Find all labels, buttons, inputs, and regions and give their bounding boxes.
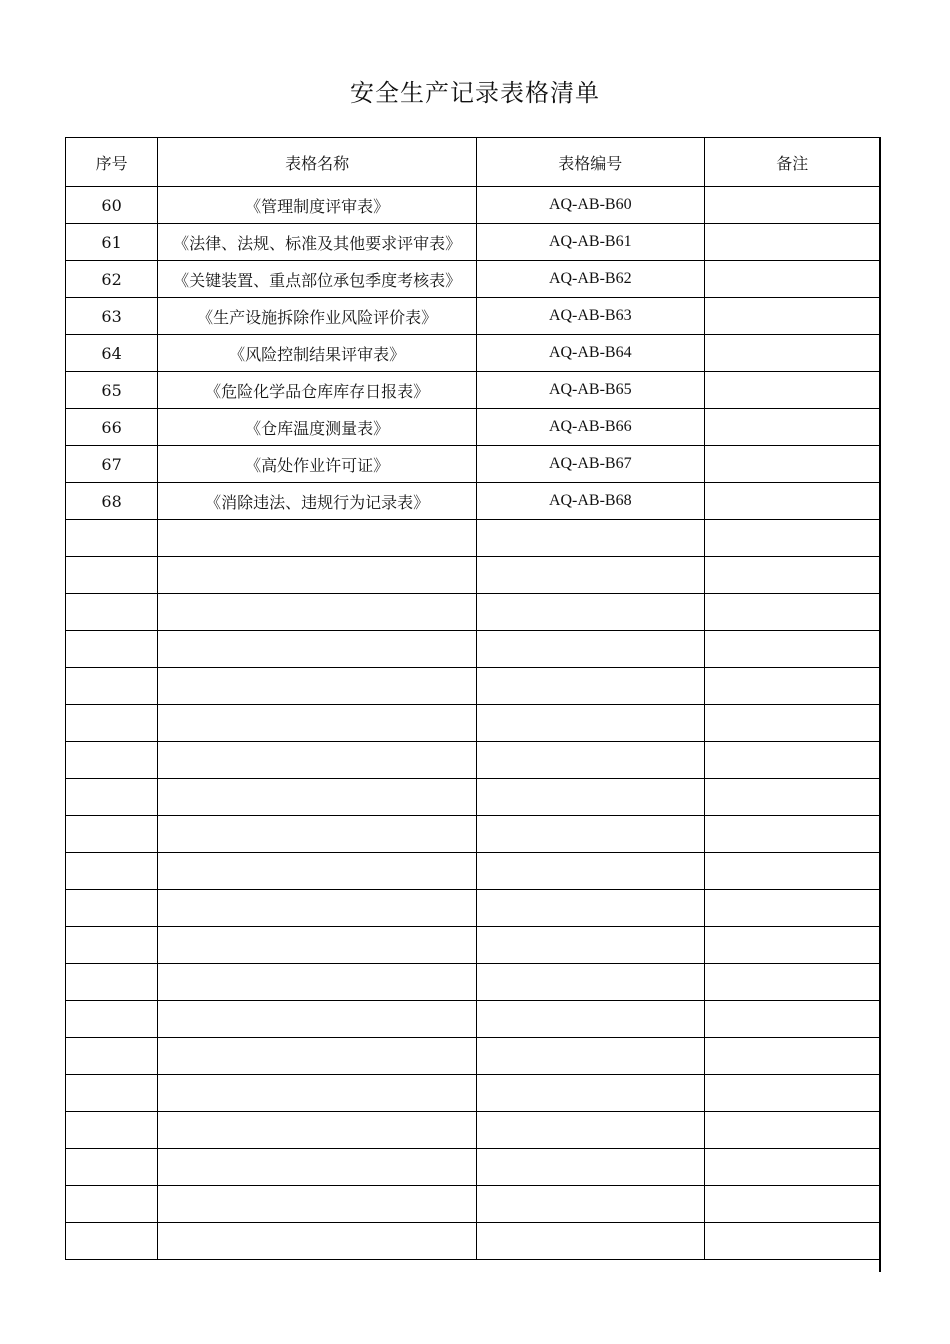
blank-cell <box>477 964 705 1001</box>
row-seq: 68 <box>66 483 158 520</box>
blank-cell <box>704 705 880 742</box>
table-row <box>66 224 881 261</box>
blank-row <box>66 927 881 964</box>
blank-cell <box>477 1075 705 1112</box>
blank-row <box>66 631 881 668</box>
blank-cell <box>704 668 880 705</box>
blank-cell <box>477 1112 705 1149</box>
blank-cell <box>66 890 158 927</box>
blank-cell <box>477 1186 705 1223</box>
blank-row <box>66 520 881 557</box>
row-name: 《风险控制结果评审表》 <box>158 335 477 372</box>
blank-row <box>66 890 881 927</box>
blank-cell <box>704 779 880 816</box>
blank-row <box>66 816 881 853</box>
blank-cell <box>158 1075 477 1112</box>
table-row <box>66 298 881 335</box>
blank-cell <box>66 1038 158 1075</box>
row-code: AQ-AB-B62 <box>477 261 705 298</box>
blank-cell <box>66 1001 158 1038</box>
record-table <box>65 137 881 1260</box>
blank-cell <box>66 668 158 705</box>
row-seq: 61 <box>66 224 158 261</box>
blank-cell <box>704 631 880 668</box>
blank-cell <box>66 964 158 1001</box>
blank-cell <box>158 1149 477 1186</box>
row-name: 《仓库温度测量表》 <box>158 409 477 446</box>
blank-cell <box>66 594 158 631</box>
blank-cell <box>477 557 705 594</box>
blank-cell <box>477 1149 705 1186</box>
table-header-row <box>66 138 881 187</box>
blank-cell <box>66 1075 158 1112</box>
table-row <box>66 483 881 520</box>
blank-cell <box>66 631 158 668</box>
blank-row <box>66 557 881 594</box>
blank-cell <box>477 779 705 816</box>
row-note <box>704 298 880 335</box>
blank-cell <box>477 668 705 705</box>
row-name: 《危险化学品仓库库存日报表》 <box>158 372 477 409</box>
row-name: 《高处作业许可证》 <box>158 446 477 483</box>
blank-cell <box>704 964 880 1001</box>
blank-cell <box>477 1001 705 1038</box>
row-code: AQ-AB-B60 <box>477 187 705 224</box>
blank-rows <box>66 520 881 1260</box>
column-header-code: 表格编号 <box>477 138 705 187</box>
table-row <box>66 335 881 372</box>
row-note <box>704 446 880 483</box>
table-row <box>66 446 881 483</box>
blank-cell <box>158 668 477 705</box>
blank-cell <box>158 1186 477 1223</box>
row-seq: 64 <box>66 335 158 372</box>
column-header-name: 表格名称 <box>158 138 477 187</box>
blank-cell <box>704 1038 880 1075</box>
row-seq: 65 <box>66 372 158 409</box>
blank-cell <box>704 557 880 594</box>
blank-row <box>66 779 881 816</box>
row-name: 《管理制度评审表》 <box>158 187 477 224</box>
blank-cell <box>158 1223 477 1260</box>
row-note <box>704 187 880 224</box>
blank-row <box>66 1149 881 1186</box>
blank-row <box>66 705 881 742</box>
row-code: AQ-AB-B68 <box>477 483 705 520</box>
blank-cell <box>704 520 880 557</box>
row-seq: 60 <box>66 187 158 224</box>
blank-cell <box>704 816 880 853</box>
blank-cell <box>477 705 705 742</box>
blank-cell <box>477 631 705 668</box>
blank-cell <box>158 705 477 742</box>
blank-cell <box>66 1112 158 1149</box>
row-note <box>704 261 880 298</box>
blank-cell <box>704 594 880 631</box>
blank-cell <box>704 890 880 927</box>
blank-row <box>66 594 881 631</box>
row-name: 《消除违法、违规行为记录表》 <box>158 483 477 520</box>
row-code: AQ-AB-B67 <box>477 446 705 483</box>
blank-cell <box>704 1223 880 1260</box>
row-code: AQ-AB-B63 <box>477 298 705 335</box>
row-note <box>704 372 880 409</box>
blank-row <box>66 668 881 705</box>
row-seq: 62 <box>66 261 158 298</box>
blank-cell <box>158 594 477 631</box>
blank-cell <box>66 853 158 890</box>
blank-cell <box>704 1001 880 1038</box>
blank-cell <box>477 742 705 779</box>
blank-cell <box>477 1038 705 1075</box>
table-right-border <box>879 137 881 1272</box>
row-seq: 66 <box>66 409 158 446</box>
row-code: AQ-AB-B66 <box>477 409 705 446</box>
blank-cell <box>66 816 158 853</box>
blank-cell <box>158 964 477 1001</box>
blank-cell <box>158 742 477 779</box>
blank-cell <box>704 853 880 890</box>
blank-cell <box>477 890 705 927</box>
blank-cell <box>158 631 477 668</box>
row-name: 《法律、法规、标准及其他要求评审表》 <box>158 224 477 261</box>
blank-cell <box>704 1112 880 1149</box>
row-name: 《生产设施拆除作业风险评价表》 <box>158 298 477 335</box>
blank-cell <box>704 1149 880 1186</box>
blank-cell <box>66 705 158 742</box>
row-code: AQ-AB-B65 <box>477 372 705 409</box>
blank-cell <box>477 1223 705 1260</box>
blank-cell <box>158 520 477 557</box>
blank-cell <box>477 816 705 853</box>
row-code: AQ-AB-B61 <box>477 224 705 261</box>
blank-row <box>66 853 881 890</box>
blank-cell <box>66 742 158 779</box>
row-seq: 63 <box>66 298 158 335</box>
blank-cell <box>704 927 880 964</box>
blank-cell <box>158 779 477 816</box>
blank-cell <box>66 927 158 964</box>
row-note <box>704 335 880 372</box>
table-row <box>66 409 881 446</box>
blank-cell <box>704 1075 880 1112</box>
blank-cell <box>158 1038 477 1075</box>
blank-cell <box>66 557 158 594</box>
row-name: 《关键装置、重点部位承包季度考核表》 <box>158 261 477 298</box>
blank-cell <box>66 1149 158 1186</box>
blank-row <box>66 964 881 1001</box>
table-row <box>66 261 881 298</box>
blank-cell <box>158 1001 477 1038</box>
blank-cell <box>477 927 705 964</box>
blank-row <box>66 1001 881 1038</box>
page-title: 安全生产记录表格清单 <box>350 79 600 107</box>
row-note <box>704 224 880 261</box>
blank-cell <box>158 816 477 853</box>
table-row <box>66 187 881 224</box>
blank-cell <box>158 1112 477 1149</box>
blank-cell <box>704 1186 880 1223</box>
blank-cell <box>477 853 705 890</box>
blank-row <box>66 1223 881 1260</box>
column-header-seq: 序号 <box>66 138 158 187</box>
blank-cell <box>158 890 477 927</box>
row-note <box>704 483 880 520</box>
blank-cell <box>477 520 705 557</box>
blank-cell <box>158 853 477 890</box>
blank-cell <box>158 557 477 594</box>
row-note <box>704 409 880 446</box>
blank-cell <box>477 594 705 631</box>
blank-cell <box>66 1186 158 1223</box>
table-row <box>66 372 881 409</box>
blank-cell <box>66 520 158 557</box>
column-header-note: 备注 <box>704 138 880 187</box>
row-code: AQ-AB-B64 <box>477 335 705 372</box>
blank-cell <box>704 742 880 779</box>
blank-row <box>66 742 881 779</box>
blank-row <box>66 1186 881 1223</box>
blank-cell <box>66 1223 158 1260</box>
blank-cell <box>66 779 158 816</box>
blank-cell <box>158 927 477 964</box>
blank-row <box>66 1038 881 1075</box>
blank-row <box>66 1075 881 1112</box>
blank-row <box>66 1112 881 1149</box>
row-seq: 67 <box>66 446 158 483</box>
